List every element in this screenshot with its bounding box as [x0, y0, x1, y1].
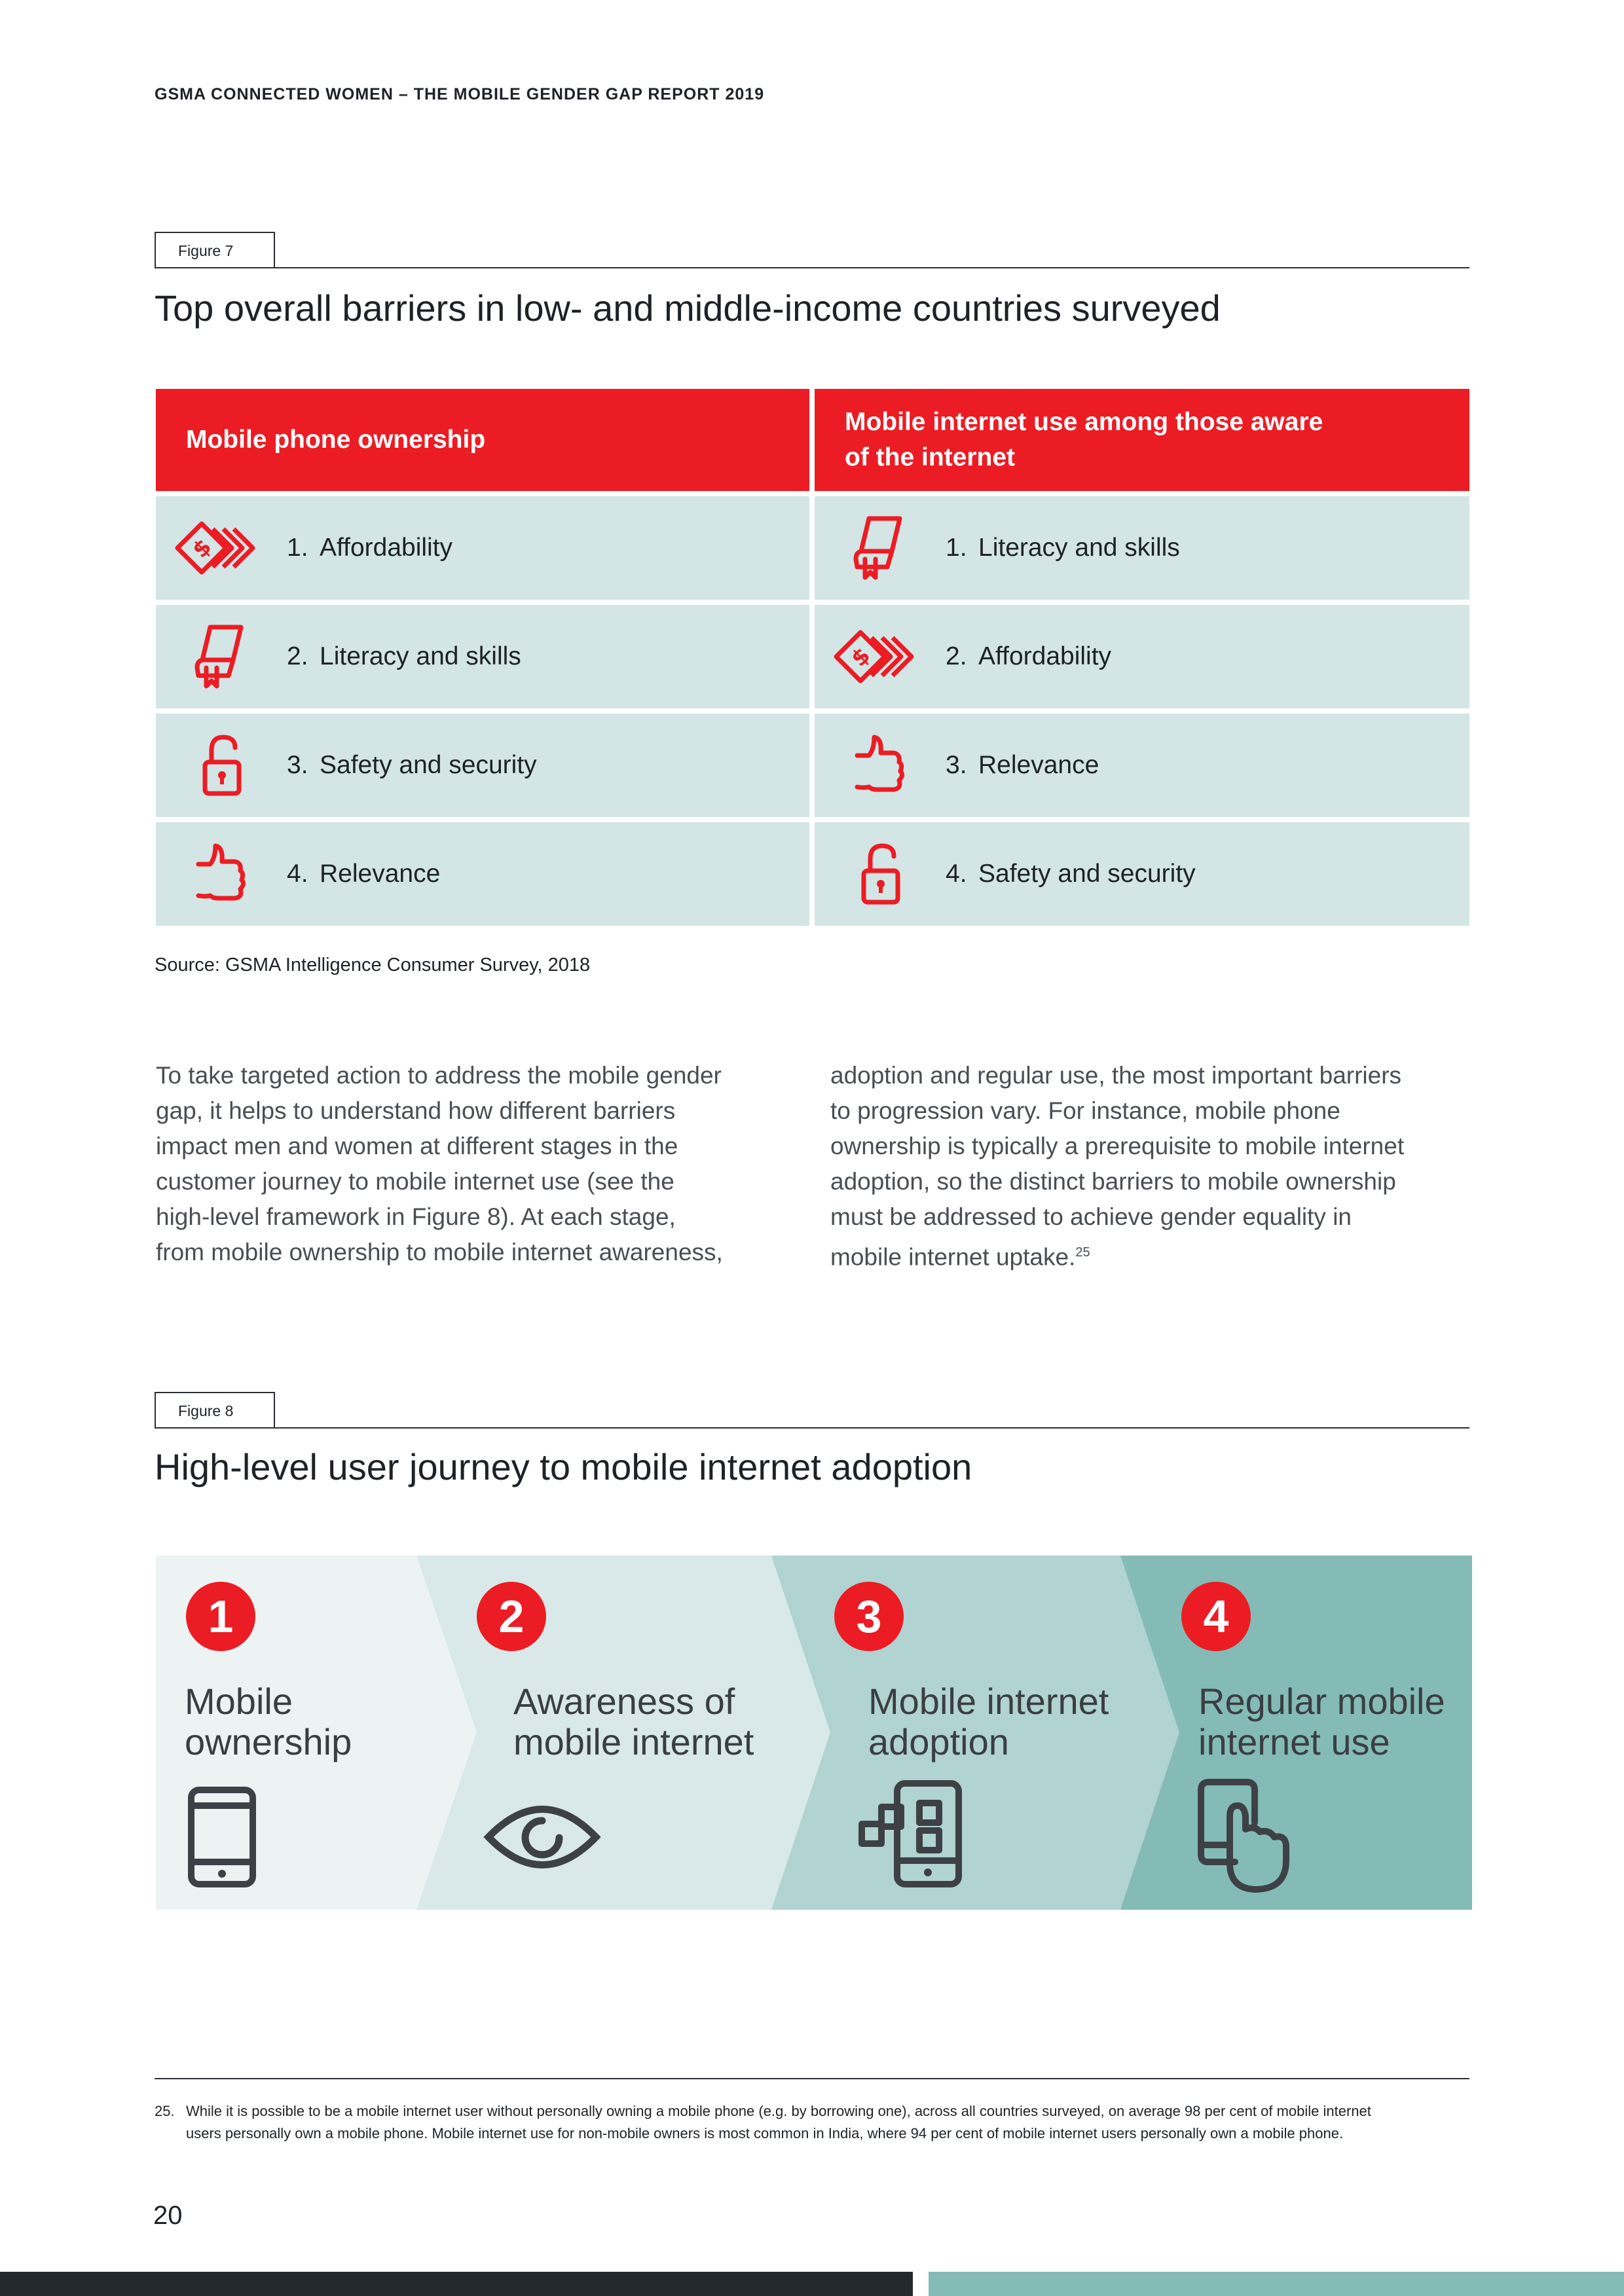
- row-label: Safety and security: [978, 860, 1196, 888]
- step-4-label: [1198, 1681, 1445, 1762]
- page-number: 20: [153, 2201, 183, 2230]
- body-line: impact men and women at different stages in the: [156, 1133, 678, 1159]
- book-icon: [156, 605, 287, 708]
- footnote-line: users personally own a mobile phone. Mobile internet use for non-mobile owners is most common in India, where 94 per cent of mobile internet users personally own a mobile phone.: [186, 2125, 1344, 2141]
- body-text-left: [156, 1058, 811, 1270]
- col-header-ownership: [156, 389, 809, 491]
- padlock-icon: [815, 822, 946, 926]
- running-header: GSMA CONNECTED WOMEN – THE MOBILE GENDER GAP REPORT 2019: [155, 85, 765, 103]
- phone-apps-icon: [857, 1778, 968, 1889]
- step-2-number: 2: [477, 1582, 546, 1651]
- svg-text:$: $: [187, 534, 217, 564]
- row-number: 3.: [287, 751, 308, 779]
- money-icon: [815, 605, 946, 708]
- footnote-number: 25.: [155, 2103, 175, 2119]
- table-row: [156, 496, 809, 600]
- row-number: 4.: [287, 860, 308, 888]
- footnote: [155, 2100, 1472, 2145]
- row-label: Affordability: [320, 534, 453, 562]
- row-label: Safety and security: [320, 751, 537, 779]
- table-row: [815, 822, 1469, 926]
- row-number: 1.: [287, 534, 308, 562]
- figure-7-source: Source: GSMA Intelligence Consumer Survey, 2018: [155, 955, 591, 975]
- body-line: must be addressed to achieve gender equality in: [830, 1203, 1352, 1230]
- step-4-line2: internet use: [1198, 1721, 1390, 1762]
- body-line: adoption and regular use, the most important barriers: [830, 1062, 1402, 1089]
- table-row: [815, 496, 1469, 600]
- body-line: to progression vary. For instance, mobile phone: [830, 1097, 1340, 1124]
- step-1-label: [185, 1681, 352, 1762]
- row-number: 2.: [287, 642, 308, 670]
- step-3-label: [868, 1681, 1109, 1762]
- table-row: [156, 714, 809, 817]
- table-row: [815, 714, 1469, 817]
- money-icon: [156, 496, 287, 600]
- figure-7-rule: [155, 267, 1469, 268]
- col-header-internet-use-line2: of the internet: [845, 443, 1015, 471]
- step-4-line1: Regular mobile: [1198, 1681, 1445, 1722]
- table-row: [815, 605, 1469, 708]
- body-text-right: [830, 1058, 1485, 1275]
- user-journey-diagram: [156, 1556, 1472, 1910]
- body-line-text: mobile internet uptake.: [830, 1243, 1076, 1271]
- col-header-ownership-text: Mobile phone ownership: [186, 426, 486, 454]
- step-1-line1: Mobile: [185, 1681, 293, 1722]
- step-4-number: 4: [1181, 1582, 1251, 1651]
- step-3-line1: Mobile internet: [868, 1681, 1109, 1722]
- figure-8-title: High-level user journey to mobile internet adoption: [155, 1446, 972, 1487]
- body-line: gap, it helps to understand how different barriers: [156, 1097, 676, 1124]
- row-label: Literacy and skills: [978, 534, 1180, 562]
- padlock-icon: [156, 714, 287, 817]
- body-line: To take targeted action to address the mobile gender: [156, 1062, 722, 1089]
- col-header-internet-use-line1: Mobile internet use among those aware: [845, 408, 1323, 436]
- footer-bar-teal: [929, 2272, 1624, 2296]
- row-number: 2.: [946, 642, 967, 670]
- footnote-rule: [155, 2078, 1469, 2079]
- body-line: adoption, so the distinct barriers to mobile ownership: [830, 1168, 1396, 1195]
- step-3-line2: adoption: [868, 1721, 1009, 1762]
- thumbs-up-icon: [815, 714, 946, 817]
- row-label: Affordability: [978, 642, 1112, 670]
- step-1-number: 1: [186, 1582, 255, 1651]
- figure-8-tab: Figure 8: [155, 1392, 275, 1429]
- body-line: high-level framework in Figure 8). At each stage,: [156, 1203, 676, 1230]
- table-row: [156, 822, 809, 926]
- smartphone-icon: [186, 1785, 258, 1889]
- body-line: ownership is typically a prerequisite to mobile internet: [830, 1133, 1405, 1159]
- figure-8-rule: [155, 1427, 1469, 1429]
- row-number: 3.: [946, 751, 967, 779]
- step-2-label: [513, 1681, 754, 1762]
- barriers-table: [156, 389, 1469, 926]
- footnote-line: While it is possible to be a mobile internet user without personally owning a mobile phone (e.g. by borrowing one), across all countries surveyed, on average 98 per cent of mobile internet: [186, 2103, 1371, 2119]
- body-line: [830, 1235, 1485, 1275]
- hand-phone-icon: [1196, 1777, 1294, 1895]
- figure-7-title: Top overall barriers in low- and middle-income countries surveyed: [155, 287, 1221, 329]
- row-label: Relevance: [320, 860, 441, 888]
- row-label: Literacy and skills: [320, 642, 521, 670]
- svg-text:$: $: [846, 642, 876, 672]
- table-row: [156, 605, 809, 708]
- footer-bar-dark: [0, 2272, 913, 2296]
- body-line: from mobile ownership to mobile internet awareness,: [156, 1239, 723, 1266]
- row-label: Relevance: [978, 751, 1099, 779]
- body-line: customer journey to mobile internet use (see the: [156, 1168, 674, 1195]
- thumbs-up-icon: [156, 822, 287, 926]
- book-icon: [815, 496, 946, 600]
- step-2-line1: Awareness of: [513, 1681, 735, 1722]
- figure-7-tab: Figure 7: [155, 232, 275, 268]
- step-2-line2: mobile internet: [513, 1721, 754, 1762]
- row-number: 4.: [946, 860, 967, 888]
- footnote-reference[interactable]: 25: [1075, 1245, 1090, 1260]
- step-1-line2: ownership: [185, 1721, 352, 1762]
- step-3-number: 3: [834, 1582, 904, 1651]
- col-header-internet-use: [815, 389, 1469, 491]
- eye-icon: [483, 1795, 601, 1880]
- row-number: 1.: [946, 534, 967, 562]
